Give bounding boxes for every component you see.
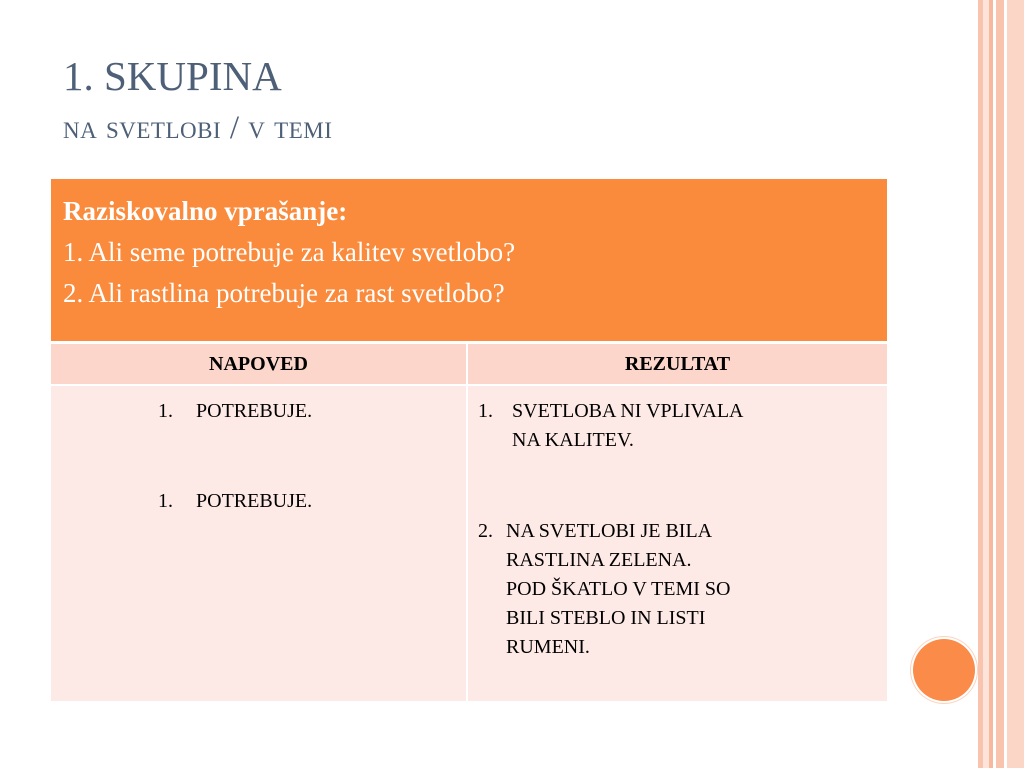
rezultat-item-2 bbox=[478, 517, 712, 546]
rezultat-cell bbox=[468, 384, 887, 701]
napoved-item-2-number: 1. bbox=[158, 490, 173, 512]
border-stripe bbox=[996, 0, 1004, 768]
decorative-circle bbox=[913, 639, 975, 701]
research-table bbox=[51, 179, 887, 701]
napoved-cell bbox=[51, 384, 468, 701]
rezultat-item-2-line-1: NA SVETLOBI JE BILA bbox=[506, 520, 713, 542]
question-line-2: 2. Ali rastlina potrebuje za rast svetlobo? bbox=[63, 278, 505, 308]
rezultat-item-1-number: 1. bbox=[478, 400, 493, 422]
napoved-item-1-number: 1. bbox=[158, 400, 173, 422]
question-line-1: 1. Ali seme potrebuje za kalitev svetlobo? bbox=[63, 237, 516, 267]
rezultat-item-1-line-2: NA KALITEV. bbox=[512, 429, 634, 451]
rezultat-item-2-number: 2. bbox=[478, 520, 493, 542]
rezultat-item-2-line-5: RUMENI. bbox=[506, 636, 590, 658]
question-heading: Raziskovalno vprašanje: bbox=[63, 196, 348, 226]
slide-subtitle: na svetlobi / v temi bbox=[63, 110, 333, 146]
question-box bbox=[51, 179, 887, 341]
results-grid bbox=[51, 344, 887, 701]
rezultat-item-1-line-1: SVETLOBA NI VPLIVALA bbox=[512, 400, 744, 422]
border-stripe bbox=[1007, 0, 1024, 768]
header-rezultat: REZULTAT bbox=[468, 344, 887, 384]
rezultat-item-2-line-3: POD ŠKATLO V TEMI SO bbox=[506, 578, 731, 600]
rezultat-item-2-line-2: RASTLINA ZELENA. bbox=[506, 549, 692, 571]
slide-title: 1. SKUPINA bbox=[63, 53, 282, 99]
rezultat-item-2-line-4: BILI STEBLO IN LISTI bbox=[506, 607, 706, 629]
header-napoved: NAPOVED bbox=[51, 344, 468, 384]
napoved-item-1-text: POTREBUJE. bbox=[196, 400, 313, 422]
napoved-item-2 bbox=[158, 487, 312, 516]
napoved-item-2-text: POTREBUJE. bbox=[196, 490, 313, 512]
rezultat-item-1 bbox=[478, 397, 744, 426]
napoved-item-1 bbox=[158, 397, 312, 426]
